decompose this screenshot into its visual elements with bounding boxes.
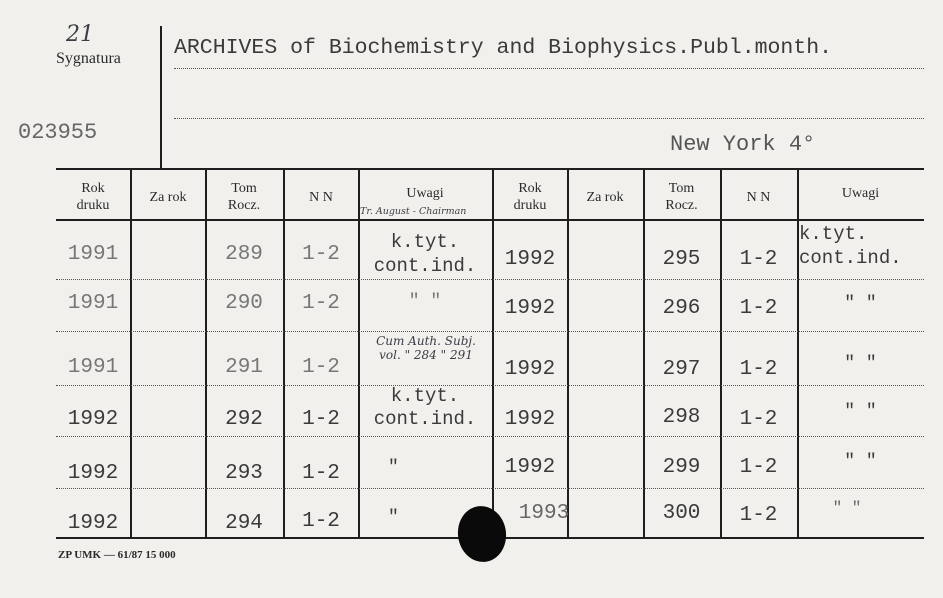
catalog-number: 023955	[18, 120, 98, 145]
punch-hole	[454, 503, 509, 565]
cell-rok: 1991	[67, 292, 119, 315]
cell-rok: 1992	[67, 512, 119, 535]
footer-print-code: ZP UMK — 61/87 15 000	[58, 549, 176, 561]
cell-nn: 1-2	[739, 297, 778, 320]
cell-uwagi: k.tyt. cont.ind.	[799, 223, 902, 269]
cell-nn: 1-2	[739, 456, 778, 479]
header-uwagi: Uwagi	[406, 186, 444, 201]
col-divider	[567, 168, 569, 538]
title-dotline-1	[174, 68, 924, 69]
cell-nn: 1-2	[302, 510, 340, 533]
cell-tom: 297	[662, 358, 701, 381]
header-tom: Tom Rocz.	[227, 181, 261, 213]
cell-rok: 1992	[504, 408, 556, 431]
row-separator	[56, 436, 924, 437]
cell-tom: 300	[662, 502, 701, 525]
cell-rok: 1991	[67, 243, 119, 266]
cell-rok: 1992	[504, 297, 556, 320]
col-divider	[492, 168, 494, 538]
cell-rok: 1992	[504, 248, 556, 271]
row-separator	[56, 279, 924, 280]
header-rok-druku: Rok druku	[76, 181, 110, 213]
cell-nn: 1-2	[302, 462, 340, 485]
header-divider	[160, 26, 162, 168]
cell-tom: 296	[662, 297, 701, 320]
cell-uwagi: k.tyt. cont.ind.	[373, 231, 477, 277]
title: ARCHIVES of Biochemistry and Biophysics.Publ.month.	[174, 36, 833, 60]
cell-rok: 1991	[67, 356, 119, 379]
row-separator	[56, 331, 924, 332]
cell-nn: 1-2	[739, 504, 778, 527]
header-uwagi: Uwagi	[841, 186, 880, 201]
cell-rok: 1993	[518, 502, 570, 525]
header-nn: N N	[746, 190, 771, 205]
cell-rok: 1992	[67, 462, 119, 485]
cell-tom: 293	[225, 462, 263, 485]
cell-tom: 289	[225, 243, 263, 266]
cell-rok: 1992	[504, 358, 556, 381]
uwagi-handwritten-note: Tr. August - Chairman	[360, 206, 467, 217]
cell-uwagi: " "	[408, 292, 442, 312]
header-rok-druku: Rok druku	[513, 181, 547, 213]
cell-nn: 1-2	[302, 292, 340, 315]
col-divider	[643, 168, 645, 538]
index-number: 21	[66, 22, 94, 47]
cell-tom: 294	[225, 512, 263, 535]
header-nn: N N	[309, 190, 333, 205]
sygnatura-label: Sygnatura	[56, 50, 121, 67]
cell-nn: 1-2	[739, 408, 778, 431]
place-format: New York 4°	[670, 132, 816, 157]
cell-tom: 292	[225, 408, 263, 431]
cell-nn: 1-2	[739, 248, 778, 271]
cell-uwagi: " "	[844, 354, 877, 374]
cell-nn: 1-2	[302, 243, 340, 266]
cell-uwagi: " "	[832, 499, 862, 517]
header-tom: Tom Rocz.	[665, 181, 698, 213]
cell-uwagi: k.tyt. cont.ind.	[373, 385, 477, 430]
cell-uwagi: " "	[844, 402, 877, 422]
cell-uwagi: " "	[844, 294, 877, 314]
cell-tom: 295	[662, 248, 701, 271]
cell-uwagi: " "	[844, 452, 877, 472]
cell-tom: 299	[662, 456, 701, 479]
title-dotline-2	[174, 118, 924, 119]
cell-tom: 291	[225, 356, 263, 379]
cell-uwagi-handwritten: Cum Auth. Subj. vol. " 284 " 291	[376, 334, 476, 362]
cell-nn: 1-2	[739, 358, 778, 381]
cell-nn: 1-2	[302, 408, 340, 431]
header-bottom-rule	[56, 219, 924, 221]
cell-tom: 290	[225, 292, 263, 315]
header-za-rok: Za rok	[149, 190, 187, 205]
cell-rok: 1992	[67, 408, 119, 431]
col-divider	[720, 168, 722, 538]
row-separator	[56, 488, 924, 489]
cell-uwagi: "	[388, 508, 399, 528]
col-divider	[130, 168, 132, 538]
cell-rok: 1992	[504, 456, 556, 479]
header-za-rok: Za rok	[586, 190, 624, 205]
table-top-rule	[56, 168, 924, 170]
cell-nn: 1-2	[302, 356, 340, 379]
cell-uwagi: "	[388, 458, 399, 478]
cell-tom: 298	[662, 406, 701, 429]
